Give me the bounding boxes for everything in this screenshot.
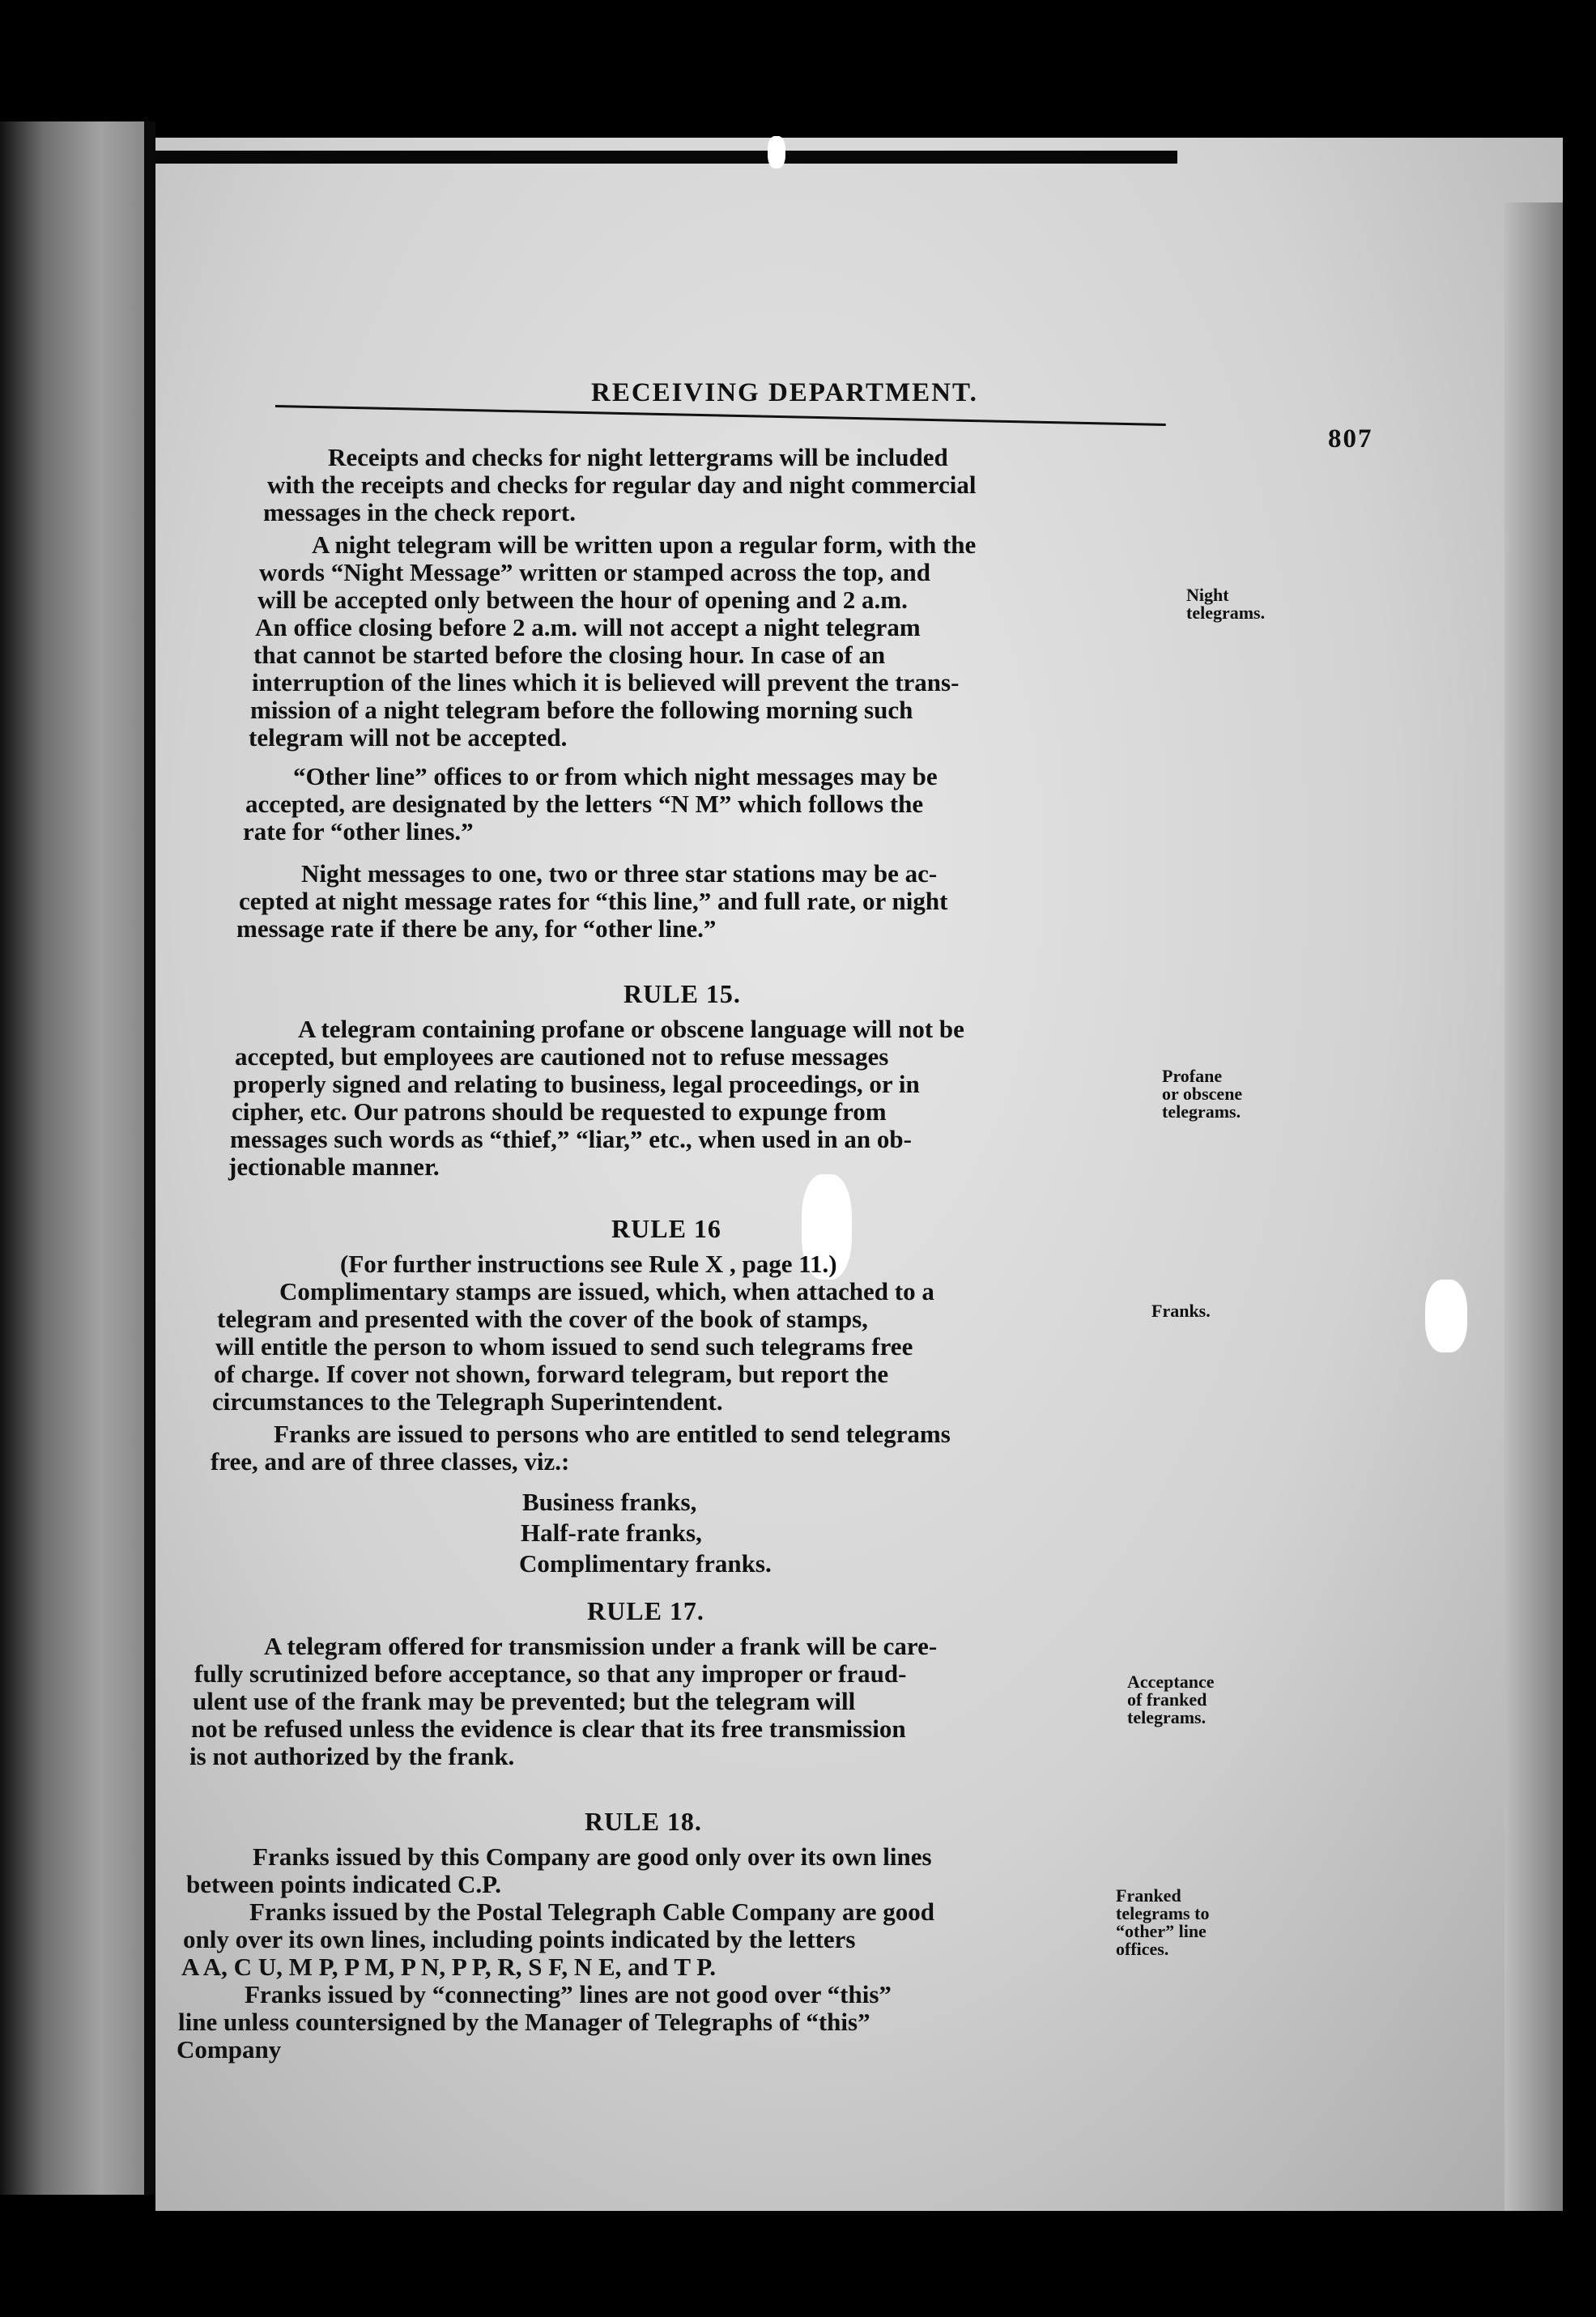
margin-note-line: telegrams. xyxy=(1186,603,1266,623)
other-line-line: accepted, are designated by the letters “N M” which follows the xyxy=(245,790,924,818)
margin-note-line: Franks. xyxy=(1151,1301,1211,1321)
rule17-line: is not authorized by the frank. xyxy=(189,1742,515,1770)
rule16-line: Complimentary stamps are issued, which, when attached to a xyxy=(279,1277,934,1305)
para-receipts-line: with the receipts and checks for regular day and night commercial xyxy=(267,471,977,499)
night-telegram-line: interruption of the lines which it is believed will prevent the trans- xyxy=(252,668,960,696)
rule17-line: not be refused unless the evidence is clear that its free transmission xyxy=(191,1714,906,1743)
night-telegram-line: telegram will not be accepted. xyxy=(249,723,568,752)
night-telegram-line: words “Night Message” written or stamped across the top, and xyxy=(259,558,930,586)
rule17-line: A telegram offered for transmission under a frank will be care- xyxy=(264,1632,938,1660)
paper-damage-right xyxy=(1425,1280,1467,1352)
margin-note-franks xyxy=(1151,1302,1211,1320)
book-gutter xyxy=(144,121,155,2195)
rule16-line: will entitle the person to whom issued to send such telegrams free xyxy=(215,1332,913,1361)
night-telegram-line: mission of a night telegram before the following morning such xyxy=(250,696,913,724)
margin-note-acceptance xyxy=(1127,1673,1215,1727)
rule18-line: Franks issued by this Company are good only over its own lines xyxy=(253,1842,932,1871)
rule15-line: jectionable manner. xyxy=(228,1152,440,1181)
margin-note-line: of franked xyxy=(1127,1689,1207,1710)
rule18-heading: RULE 18. xyxy=(585,1807,702,1836)
rule18-line: Franks issued by “connecting” lines are not good over “this” xyxy=(245,1980,892,2008)
margin-note-line: offices. xyxy=(1116,1939,1169,1959)
running-head: RECEIVING DEPARTMENT. xyxy=(591,378,978,407)
rule16-heading: RULE 16 xyxy=(611,1214,721,1243)
page-number: 807 xyxy=(1328,424,1373,454)
margin-note-line: telegrams. xyxy=(1162,1101,1241,1122)
page-top-shadow xyxy=(155,151,1177,164)
rule16-line: circumstances to the Telegraph Superintendent. xyxy=(212,1387,723,1416)
rule15-line: properly signed and relating to business, legal proceedings, or in xyxy=(233,1070,920,1098)
rule18-line: line unless countersigned by the Manager of Telegraphs of “this” xyxy=(178,2008,870,2036)
star-stations-line: Night messages to one, two or three star stations may be ac- xyxy=(301,859,938,888)
margin-note-night xyxy=(1186,586,1265,622)
rule16-line: telegram and presented with the cover of the book of stamps, xyxy=(217,1305,868,1333)
night-telegram-line: will be accepted only between the hour of opening and 2 a.m. xyxy=(257,586,908,614)
margin-note-line: telegrams to xyxy=(1116,1903,1210,1923)
rule18-line: A A, C U, M P, P M, P N, P P, R, S F, N E, and T P. xyxy=(181,1953,717,1981)
rule17-line: ulent use of the frank may be prevented; but the telegram will xyxy=(193,1687,856,1715)
rule15-line: accepted, but employees are cautioned not to refuse messages xyxy=(235,1042,889,1071)
star-stations-line: message rate if there be any, for “other line.” xyxy=(236,914,717,943)
para-receipts-line: Receipts and checks for night lettergrams will be included xyxy=(328,443,948,471)
paper-damage-top xyxy=(768,136,785,168)
rule18-line: between points indicated C.P. xyxy=(186,1870,501,1898)
margin-note-line: Night xyxy=(1186,585,1229,605)
rule15-heading: RULE 15. xyxy=(624,979,741,1008)
rule18-line: Company xyxy=(177,2035,282,2064)
margin-note-profane xyxy=(1162,1067,1242,1121)
night-telegram-line: that cannot be started before the closing hour. In case of an xyxy=(253,641,886,669)
rule15-line: A telegram containing profane or obscene language will not be xyxy=(298,1015,964,1043)
margin-note-line: Profane xyxy=(1162,1066,1223,1086)
rule15-line: messages such words as “thief,” “liar,” etc., when used in an ob- xyxy=(230,1125,912,1153)
rule16-line: Franks are issued to persons who are entitled to send telegrams xyxy=(274,1420,951,1448)
para-receipts-line: messages in the check report. xyxy=(263,498,577,526)
night-telegram-line: A night telegram will be written upon a regular form, with the xyxy=(312,530,977,559)
other-line-line: “Other line” offices to or from which night messages may be xyxy=(293,762,938,790)
other-line-line: rate for “other lines.” xyxy=(243,817,474,845)
rule16-line: free, and are of three classes, viz.: xyxy=(211,1447,570,1476)
rule18-line: only over its own lines, including points indicated by the letters xyxy=(183,1925,856,1953)
rule16-line: (For further instructions see Rule X , page 11.) xyxy=(340,1250,837,1278)
star-stations-line: cepted at night message rates for “this line,” and full rate, or night xyxy=(239,887,948,915)
rule17-heading: RULE 17. xyxy=(587,1596,704,1625)
margin-note-line: Acceptance xyxy=(1127,1672,1215,1692)
franks-list-item: Complimentary franks. xyxy=(519,1549,772,1578)
rule15-line: cipher, etc. Our patrons should be requested to expunge from xyxy=(232,1097,887,1126)
margin-note-franked-other xyxy=(1116,1887,1209,1958)
rule17-line: fully scrutinized before acceptance, so that any improper or fraud- xyxy=(194,1659,907,1688)
margin-note-line: Franked xyxy=(1116,1885,1181,1906)
rule16-line: of charge. If cover not shown, forward telegram, but report the xyxy=(214,1360,889,1388)
margin-note-line: “other” line xyxy=(1116,1921,1207,1941)
margin-note-line: or obscene xyxy=(1162,1084,1243,1104)
night-telegram-line: An office closing before 2 a.m. will not accept a night telegram xyxy=(255,613,921,641)
facing-page-edge xyxy=(0,121,144,2195)
page-edge-shadow xyxy=(1504,202,1563,2211)
franks-list-item: Half-rate franks, xyxy=(521,1518,702,1547)
margin-note-line: telegrams. xyxy=(1127,1707,1207,1727)
franks-list-item: Business franks, xyxy=(522,1488,697,1516)
rule18-line: Franks issued by the Postal Telegraph Cable Company are good xyxy=(249,1897,935,1926)
